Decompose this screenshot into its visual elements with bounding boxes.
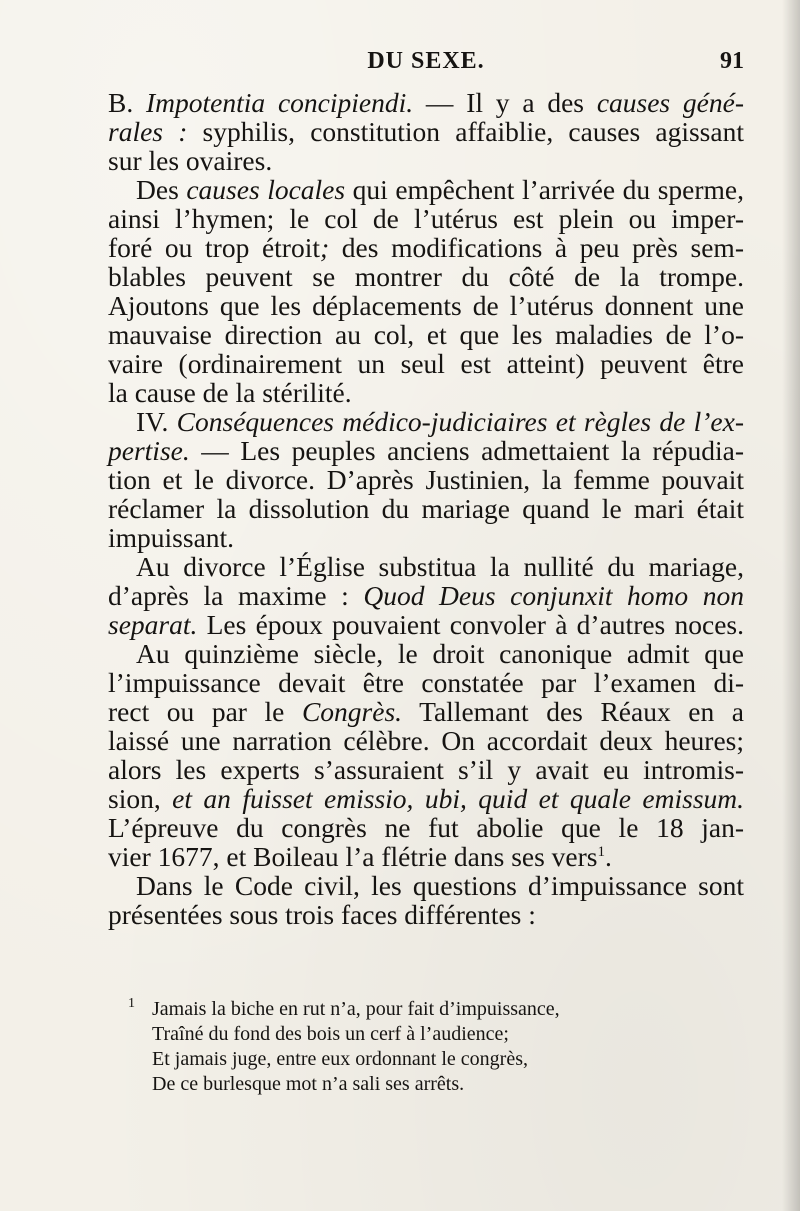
page-edge-shadow: [782, 0, 800, 1211]
text-line: foré ou trop étroit; des modifications à peu près sem-: [108, 232, 744, 263]
text-line: vaire (ordinairement un seul est atteint) peuvent être: [108, 348, 744, 379]
page-number: 91: [720, 48, 744, 74]
text-line: Dans le Code civil, les questions d’impuissance sont: [136, 870, 744, 901]
body-text: [108, 88, 744, 929]
text-line: sion, et an fuisset emissio, ubi, quid et quale emissum.: [108, 783, 745, 814]
text-line: separat. Les époux pouvaient convoler à d’autres noces.: [108, 609, 744, 640]
text-line: Des causes locales qui empêchent l’arrivée du sperme,: [136, 174, 744, 205]
text-line: impuissant.: [108, 522, 235, 553]
section-heading-line: IV. Conséquences médico-judiciaires et règles de l’ex-: [136, 406, 744, 437]
text-line: blables peuvent se montrer du côté de la trompe.: [108, 261, 744, 292]
text-line: pertise. — Les peuples anciens admettaient la répudia-: [108, 435, 744, 466]
text-line: présentées sous trois faces différentes :: [108, 899, 536, 930]
text-line: sur les ovaires.: [108, 145, 273, 176]
footnote-line: Traîné du fond des bois un cerf à l’audience;: [152, 1023, 509, 1045]
text-line: alors les experts s’assuraient s’il y avait eu intromis-: [108, 754, 744, 785]
page-header: [108, 46, 744, 78]
footnote-line: 1 Jamais la biche en rut n’a, pour fait d’impuissance,: [128, 996, 560, 1020]
text-line: mauvaise direction au col, et que les maladies de l’o-: [108, 319, 744, 350]
text-line: rect ou par le Congrès. Tallemant des Réaux en a: [108, 696, 745, 727]
text-line: B. Impotentia concipiendi. — Il y a des causes géné-: [108, 87, 744, 118]
footnote-reference: 1: [597, 843, 605, 860]
footnote: [128, 997, 728, 1097]
text-line: Ajoutons que les déplacements de l’utérus donnent une: [108, 290, 744, 321]
text-line: ainsi l’hymen; le col de l’utérus est plein ou imper-: [108, 203, 744, 234]
text-line: vier 1677, et Boileau l’a flétrie dans ses vers$^1$.: [108, 841, 612, 872]
text-line: l’impuissance devait être constatée par l’examen di-: [108, 667, 744, 698]
text-line: Au quinzième siècle, le droit canonique admit que: [136, 638, 744, 669]
text-line: la cause de la stérilité.: [108, 377, 352, 408]
text-line: réclamer la dissolution du mariage quand le mari était: [108, 493, 744, 524]
text-line: Au divorce l’Église substitua la nullité du mariage,: [136, 551, 744, 582]
footnote-line: Et jamais juge, entre eux ordonnant le congrès,: [152, 1048, 528, 1070]
footnote-line: De ce burlesque mot n’a sali ses arrêts.: [152, 1073, 465, 1095]
text-line: d’après la maxime : Quod Deus conjunxit homo non: [108, 580, 744, 611]
text-line: tion et le divorce. D’après Justinien, la femme pouvait: [108, 464, 744, 495]
running-title: DU SEXE.: [367, 48, 485, 74]
text-line: L’épreuve du congrès ne fut abolie que le 18 jan-: [108, 812, 744, 843]
text-line: rales : syphilis, constitution affaiblie, causes agissant: [108, 116, 744, 147]
text-line: laissé une narration célèbre. On accordait deux heures;: [108, 725, 744, 756]
